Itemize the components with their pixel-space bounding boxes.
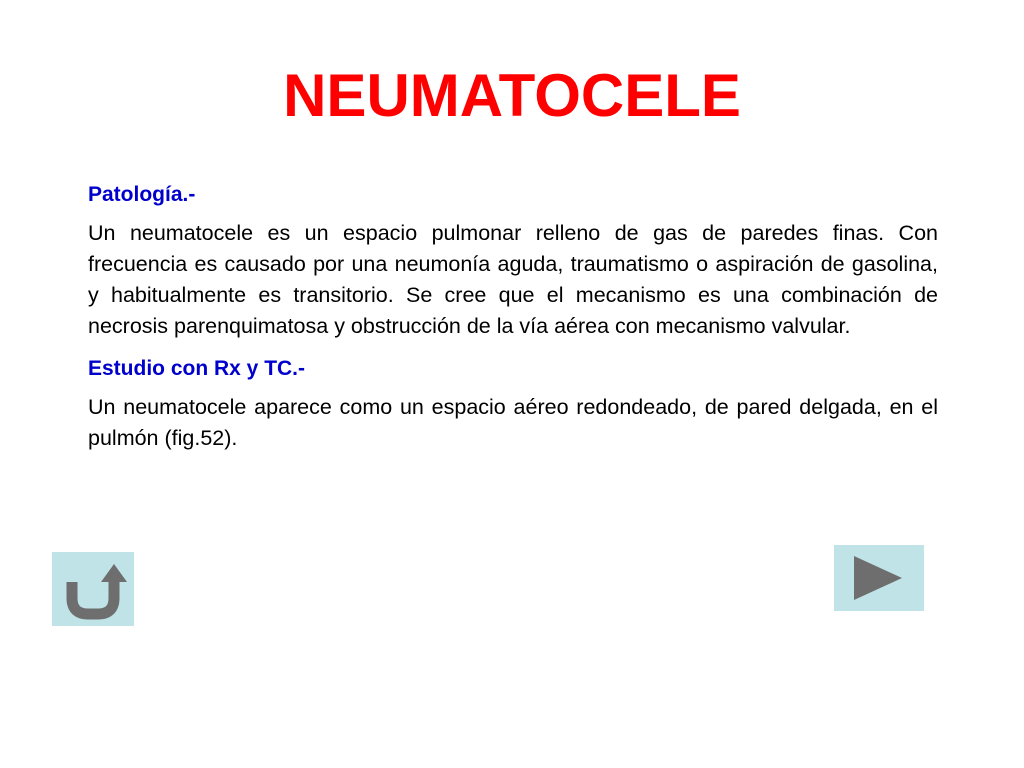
section-text-estudio: Un neumatocele aparece como un espacio aéreo redondeado, de pared delgada, en el pulmón (fig.52).	[88, 395, 938, 450]
next-button[interactable]	[834, 545, 924, 611]
section-text-patologia: Un neumatocele es un espacio pulmonar relleno de gas de paredes finas. Con frecuencia es causado por una neumonía aguda, traumatismo o aspiración de gasolina, y habitualmente es transitorio. Se cree que el mecanismo es una combinación de necrosis parenquimatosa y obstrucción de la vía aérea con mecanismo valvular.	[88, 221, 938, 338]
section-heading-estudio: Estudio con Rx y TC.-	[88, 357, 306, 380]
back-button[interactable]	[52, 552, 134, 626]
section-heading-patologia: Patología.-	[88, 183, 196, 206]
play-right-arrow-icon	[834, 545, 924, 611]
return-u-turn-icon	[52, 552, 134, 626]
slide-content	[88, 180, 938, 466]
slide-title: NEUMATOCELE	[283, 62, 741, 129]
